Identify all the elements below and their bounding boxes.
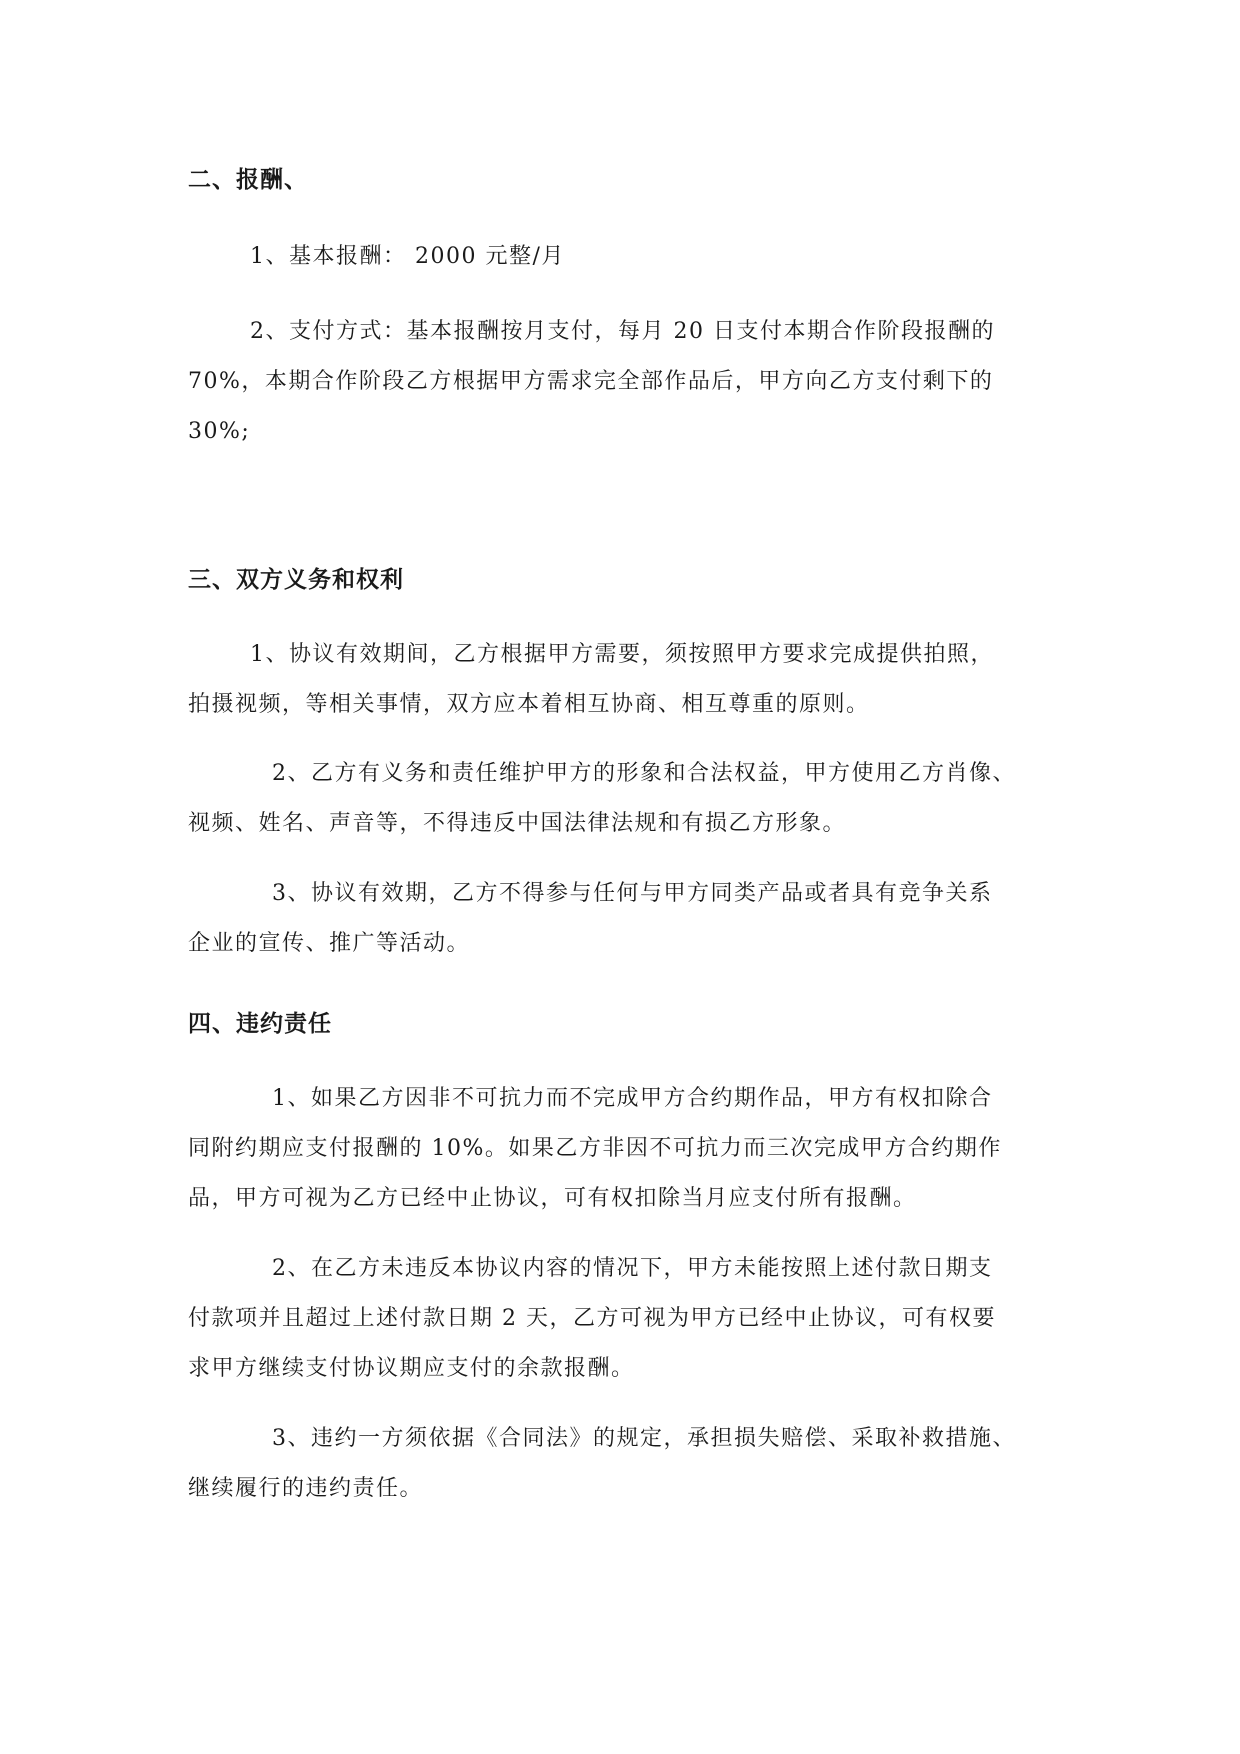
- clause-liability-1: [188, 1074, 1068, 1224]
- clause-line: 视频、姓名、声音等，不得违反中国法律法规和有损乙方形象。: [188, 811, 847, 836]
- clause-liability-3: [188, 1414, 1068, 1514]
- clause-remuneration-2: [188, 307, 1068, 457]
- clause-line: 企业的宣传、推广等活动。: [188, 931, 471, 956]
- clause-line: 2、乙方有义务和责任维护甲方的形象和合法权益，甲方使用乙方肖像、: [272, 761, 1016, 786]
- clause-line: 1、协议有效期间，乙方根据甲方需要，须按照甲方要求完成提供拍照，: [250, 642, 994, 667]
- clause-obligations-3: [188, 869, 1068, 969]
- section-title-liability: 四、违约责任: [188, 1011, 332, 1037]
- clause-remuneration-1: [188, 232, 1068, 282]
- section-title-remuneration: 二、报酬、: [188, 167, 308, 193]
- clause-line: 3、协议有效期，乙方不得参与任何与甲方同类产品或者具有竞争关系: [272, 881, 993, 906]
- clause-line: 拍摄视频，等相关事情，双方应本着相互协商、相互尊重的原则。: [188, 692, 870, 717]
- clause-line: 30%;: [188, 419, 251, 444]
- clause-liability-2: [188, 1244, 1068, 1394]
- clause-line: 1、如果乙方因非不可抗力而不完成甲方合约期作品，甲方有权扣除合: [272, 1086, 993, 1111]
- clause-line: 付款项并且超过上述付款日期 2 天，乙方可视为甲方已经中止协议，可有权要: [188, 1306, 996, 1331]
- clause-line: 同附约期应支付报酬的 10%。如果乙方非因不可抗力而三次完成甲方合约期作: [188, 1136, 1002, 1161]
- clause-obligations-2: [188, 749, 1068, 849]
- clause-obligations-1: [188, 630, 1068, 730]
- section-title-obligations: 三、双方义务和权利: [188, 567, 404, 593]
- clause-line: 求甲方继续支付协议期应支付的余款报酬。: [188, 1356, 635, 1381]
- clause-line: 品，甲方可视为乙方已经中止协议，可有权扣除当月应支付所有报酬。: [188, 1186, 917, 1211]
- clause-line: 70%，本期合作阶段乙方根据甲方需求完全部作品后，甲方向乙方支付剩下的: [188, 369, 994, 394]
- clause-line: 2、在乙方未违反本协议内容的情况下，甲方未能按照上述付款日期支: [272, 1256, 993, 1281]
- clause-line: 1、基本报酬： 2000 元整/月: [250, 244, 565, 269]
- clause-line: 3、违约一方须依据《合同法》的规定，承担损失赔偿、采取补救措施、: [272, 1426, 1016, 1451]
- clause-line: 继续履行的违约责任。: [188, 1476, 424, 1501]
- clause-line: 2、支付方式：基本报酬按月支付，每月 20 日支付本期合作阶段报酬的: [250, 319, 995, 344]
